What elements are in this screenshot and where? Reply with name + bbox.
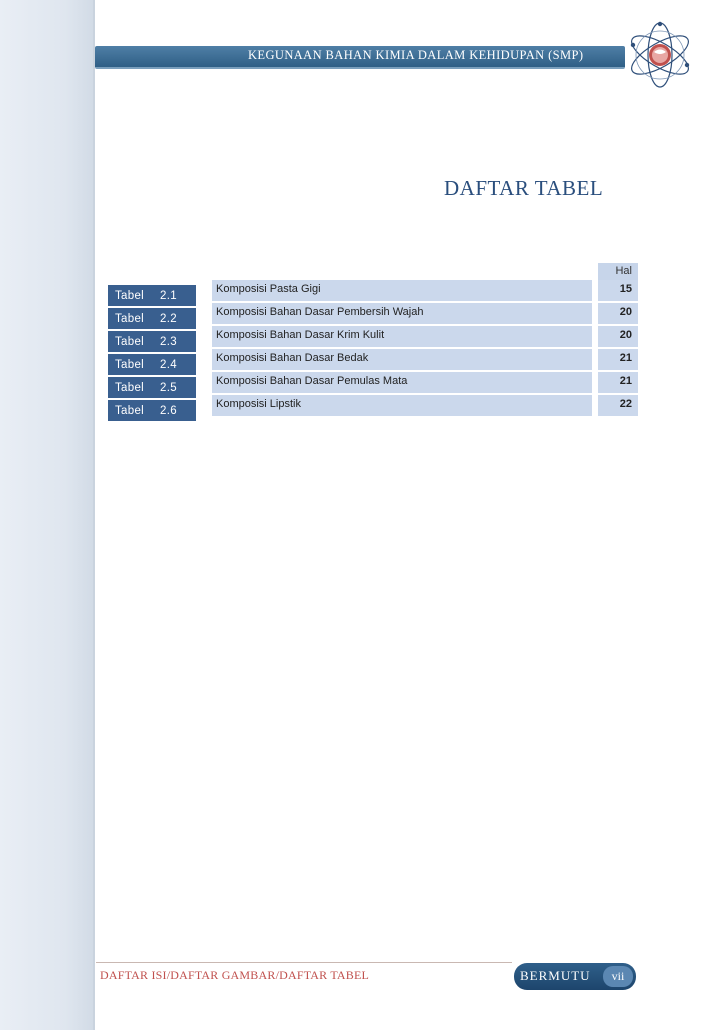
table-label bbox=[108, 400, 196, 422]
table-label-word: Tabel bbox=[115, 405, 144, 417]
table-number: 2.6 bbox=[160, 405, 177, 417]
table-title: Komposisi Lipstik bbox=[212, 395, 592, 417]
header-title: KEGUNAAN BAHAN KIMIA DALAM KEHIDUPAN (SMP) bbox=[248, 48, 584, 62]
page-title: DAFTAR TABEL bbox=[444, 176, 604, 200]
footer-section-title: DAFTAR ISI/DAFTAR GAMBAR/DAFTAR TABEL bbox=[100, 968, 370, 982]
left-margin-band bbox=[0, 0, 93, 1030]
table-label-word: Tabel bbox=[115, 290, 144, 302]
footer-brand: BERMUTU bbox=[520, 968, 591, 983]
table-label bbox=[108, 331, 196, 353]
table-page: 22 bbox=[598, 395, 638, 417]
table-title: Komposisi Bahan Dasar Pemulas Mata bbox=[212, 372, 592, 394]
table-label-word: Tabel bbox=[115, 336, 144, 348]
table-title: Komposisi Bahan Dasar Pembersih Wajah bbox=[212, 303, 592, 325]
table-label bbox=[108, 354, 196, 376]
atom-logo-icon bbox=[625, 20, 695, 90]
page-number: vii bbox=[603, 966, 633, 987]
left-margin-edge bbox=[93, 0, 95, 1030]
table-title: Komposisi Bahan Dasar Bedak bbox=[212, 349, 592, 371]
table-page: 21 bbox=[598, 349, 638, 371]
table-page: 20 bbox=[598, 326, 638, 348]
table-label-word: Tabel bbox=[115, 382, 144, 394]
table-label bbox=[108, 377, 196, 399]
table-number: 2.3 bbox=[160, 336, 177, 348]
table-title: Komposisi Pasta Gigi bbox=[212, 280, 592, 302]
table-number: 2.1 bbox=[160, 290, 177, 302]
table-label-word: Tabel bbox=[115, 359, 144, 371]
table-page: 15 bbox=[598, 280, 638, 302]
table-page: 20 bbox=[598, 303, 638, 325]
table-page: 21 bbox=[598, 372, 638, 394]
table-title: Komposisi Bahan Dasar Krim Kulit bbox=[212, 326, 592, 348]
table-number: 2.4 bbox=[160, 359, 177, 371]
table-number: 2.2 bbox=[160, 313, 177, 325]
table-label-word: Tabel bbox=[115, 313, 144, 325]
table-label bbox=[108, 285, 196, 307]
table-number: 2.5 bbox=[160, 382, 177, 394]
table-label bbox=[108, 308, 196, 330]
page-column-header: Hal bbox=[598, 263, 638, 280]
footer-divider bbox=[96, 962, 512, 963]
